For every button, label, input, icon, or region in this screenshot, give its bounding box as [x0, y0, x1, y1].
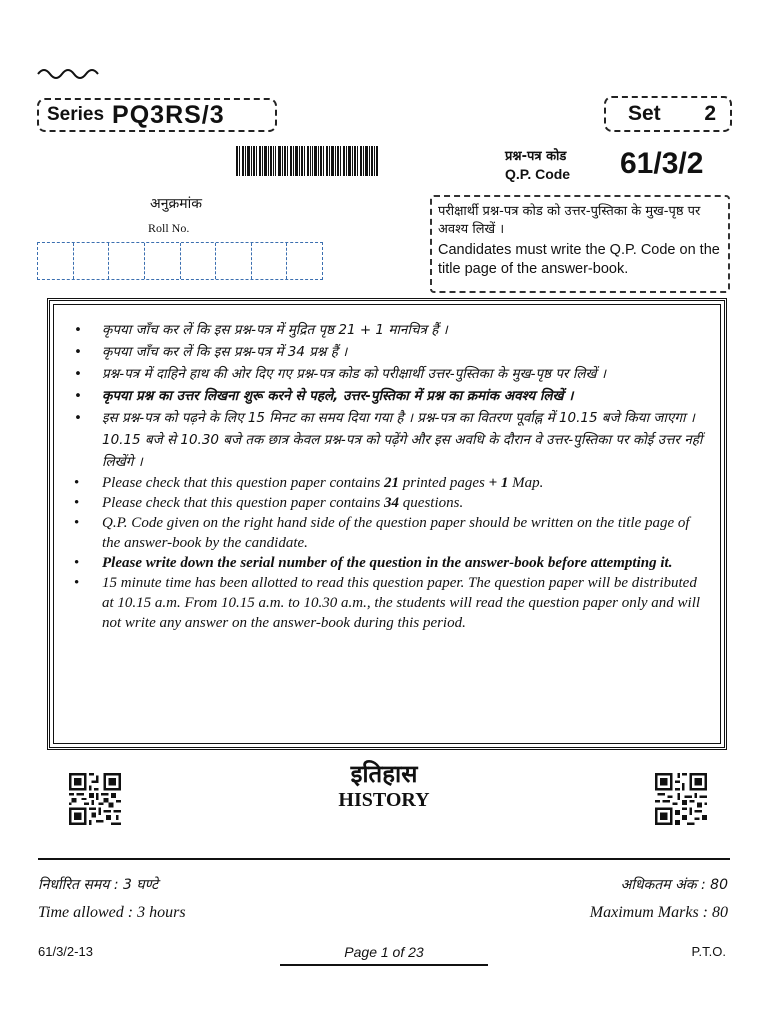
subject-title-hi: इतिहास: [350, 760, 418, 788]
instruction-hi-3: प्रश्न-पत्र में दाहिने हाथ की ओर दिए गए प्रश्न-पत्र कोड को परीक्षार्थी उत्तर-पुस्तिका के मुख-पृष्ठ पर लिखें ।: [102, 366, 606, 382]
divider: [38, 858, 730, 860]
roll-no-label-hi: अनुक्रमांक: [150, 196, 202, 212]
instruction-hi-1: कृपया जाँच कर लें कि इस प्रश्न-पत्र में मुद्रित पृष्ठ 21 + 1 मानचित्र हैं ।: [102, 322, 448, 338]
instruction-item: • 15 minute time has been allotted to read this question paper. The question paper will be distributed at 10.15 a.m. From 10.15 a.m. to 10.30 a.m., the students will read the question paper only and will not write any answer on the answer-book during this period.: [72, 573, 706, 633]
instruction-item: • Please check that this question paper contains 21 printed pages + 1 Map.: [72, 473, 706, 493]
qp-code-label-hi: प्रश्न-पत्र कोड: [505, 149, 567, 164]
qp-code-instruction-en: Candidates must write the Q.P. Code on the title page of the answer-book.: [438, 242, 720, 277]
instruction-item: • इस प्रश्न-पत्र को पढ़ने के लिए 15 मिनट का समय दिया गया है । प्रश्न-पत्र का वितरण पूर्वाह्न में 10.15 बजे किया जाएगा । 10.15 बजे से 10.30 बजे तक छात्र केवल प्रश्न-पत्र को पढ़ेंगे और इस अवधि के दौरान वे उत्तर-पुस्तिका पर कोई उत्तर नहीं लिखेंगे ।: [72, 407, 706, 473]
subject-title-en: HISTORY: [338, 789, 430, 811]
instruction-hi-5: इस प्रश्न-पत्र को पढ़ने के लिए 15 मिनट का समय दिया गया है । प्रश्न-पत्र का वितरण पूर्वाह्न में 10.15 बजे किया जाएगा । 10.15 बजे से 10.30 बजे तक छात्र केवल प्रश्न-पत्र को पढ़ेंगे और इस अवधि के दौरान वे उत्तर-पुस्तिका पर कोई उत्तर नहीं लिखेंगे ।: [102, 410, 703, 470]
instruction-en-1: Please check that this question paper contains 21 printed pages + 1 Map.: [102, 475, 544, 491]
roll-no-digit-box[interactable]: [38, 243, 74, 279]
roll-no-digit-box[interactable]: [109, 243, 145, 279]
instruction-item: • कृपया जाँच कर लें कि इस प्रश्न-पत्र में 34 प्रश्न हैं ।: [72, 341, 706, 363]
instruction-item: • Q.P. Code given on the right hand side of the question paper should be written on the title page of the answer-book by the candidate.: [72, 513, 706, 553]
series-box: [37, 98, 277, 132]
instruction-en-2: Please check that this question paper contains 34 questions.: [102, 495, 464, 511]
instruction-hi-4: कृपया प्रश्न का उत्तर लिखना शुरू करने से पहले, उत्तर-पुस्तिका में प्रश्न का क्रमांक अवश्य लिखें ।: [102, 388, 574, 404]
maximum-marks-en: Maximum Marks : 80: [589, 904, 728, 921]
roll-no-label-en: Roll No.: [148, 221, 190, 235]
instruction-hi-2: कृपया जाँच कर लें कि इस प्रश्न-पत्र में 34 प्रश्न हैं ।: [102, 344, 348, 360]
roll-no-boxes[interactable]: [37, 242, 323, 280]
series-code: PQ3RS/3: [112, 100, 225, 129]
time-allowed-hi: निर्धारित समय : 3 घण्टे: [38, 877, 159, 893]
qp-code-instruction-box: [430, 195, 730, 293]
instruction-item: • प्रश्न-पत्र में दाहिने हाथ की ओर दिए गए प्रश्न-पत्र कोड को परीक्षार्थी उत्तर-पुस्तिका के मुख-पृष्ठ पर लिखें ।: [72, 363, 706, 385]
roll-no-digit-box[interactable]: [181, 243, 217, 279]
instruction-item: • Please check that this question paper contains 34 questions.: [72, 493, 706, 513]
page-number: Page 1 of 23: [280, 944, 488, 966]
series-label: Series: [47, 104, 105, 125]
roll-no-digit-box[interactable]: [287, 243, 322, 279]
roll-no-digit-box[interactable]: [145, 243, 181, 279]
tilde-mark-icon: [36, 62, 100, 82]
set-number: 2: [704, 102, 716, 125]
footer-paper-code: 61/3/2-13: [38, 944, 93, 959]
pto-label: P.T.O.: [691, 944, 726, 959]
time-allowed-en: Time allowed : 3 hours: [38, 904, 186, 921]
instruction-item: • कृपया प्रश्न का उत्तर लिखना शुरू करने से पहले, उत्तर-पुस्तिका में प्रश्न का क्रमांक अवश्य लिखें ।: [72, 385, 706, 407]
instruction-item: • Please write down the serial number of the question in the answer-book before attempting it.: [72, 553, 706, 573]
roll-no-digit-box[interactable]: [216, 243, 252, 279]
instruction-en-3: Q.P. Code given on the right hand side of the question paper should be written on the title page of the answer-book by the candidate.: [102, 515, 690, 551]
set-label: Set: [628, 102, 661, 125]
set-box: [604, 96, 732, 132]
qp-code-instruction-hi: परीक्षार्थी प्रश्न-पत्र कोड को उत्तर-पुस्तिका के मुख-पृष्ठ पर अवश्य लिखें ।: [438, 204, 701, 237]
general-instructions-box: [47, 298, 727, 750]
qr-code-icon: [655, 773, 707, 825]
instruction-en-5: 15 minute time has been allotted to read this question paper. The question paper will be distributed at 10.15 a.m. From 10.15 a.m. to 10.30 a.m., the students will read the question paper only and will not write any answer on the answer-book during this period.: [102, 575, 701, 631]
maximum-marks-hi: अधिकतम अंक : 80: [620, 877, 728, 893]
qr-code-icon: [69, 773, 121, 825]
roll-no-digit-box[interactable]: [74, 243, 110, 279]
instruction-item: • कृपया जाँच कर लें कि इस प्रश्न-पत्र में मुद्रित पृष्ठ 21 + 1 मानचित्र हैं ।: [72, 319, 706, 341]
roll-no-digit-box[interactable]: [252, 243, 288, 279]
qp-code-label-en: Q.P. Code: [505, 166, 571, 182]
instruction-en-4: Please write down the serial number of the question in the answer-book before attempting it.: [102, 555, 673, 571]
barcode-icon: [236, 146, 378, 176]
qp-code: 61/3/2: [620, 147, 704, 180]
